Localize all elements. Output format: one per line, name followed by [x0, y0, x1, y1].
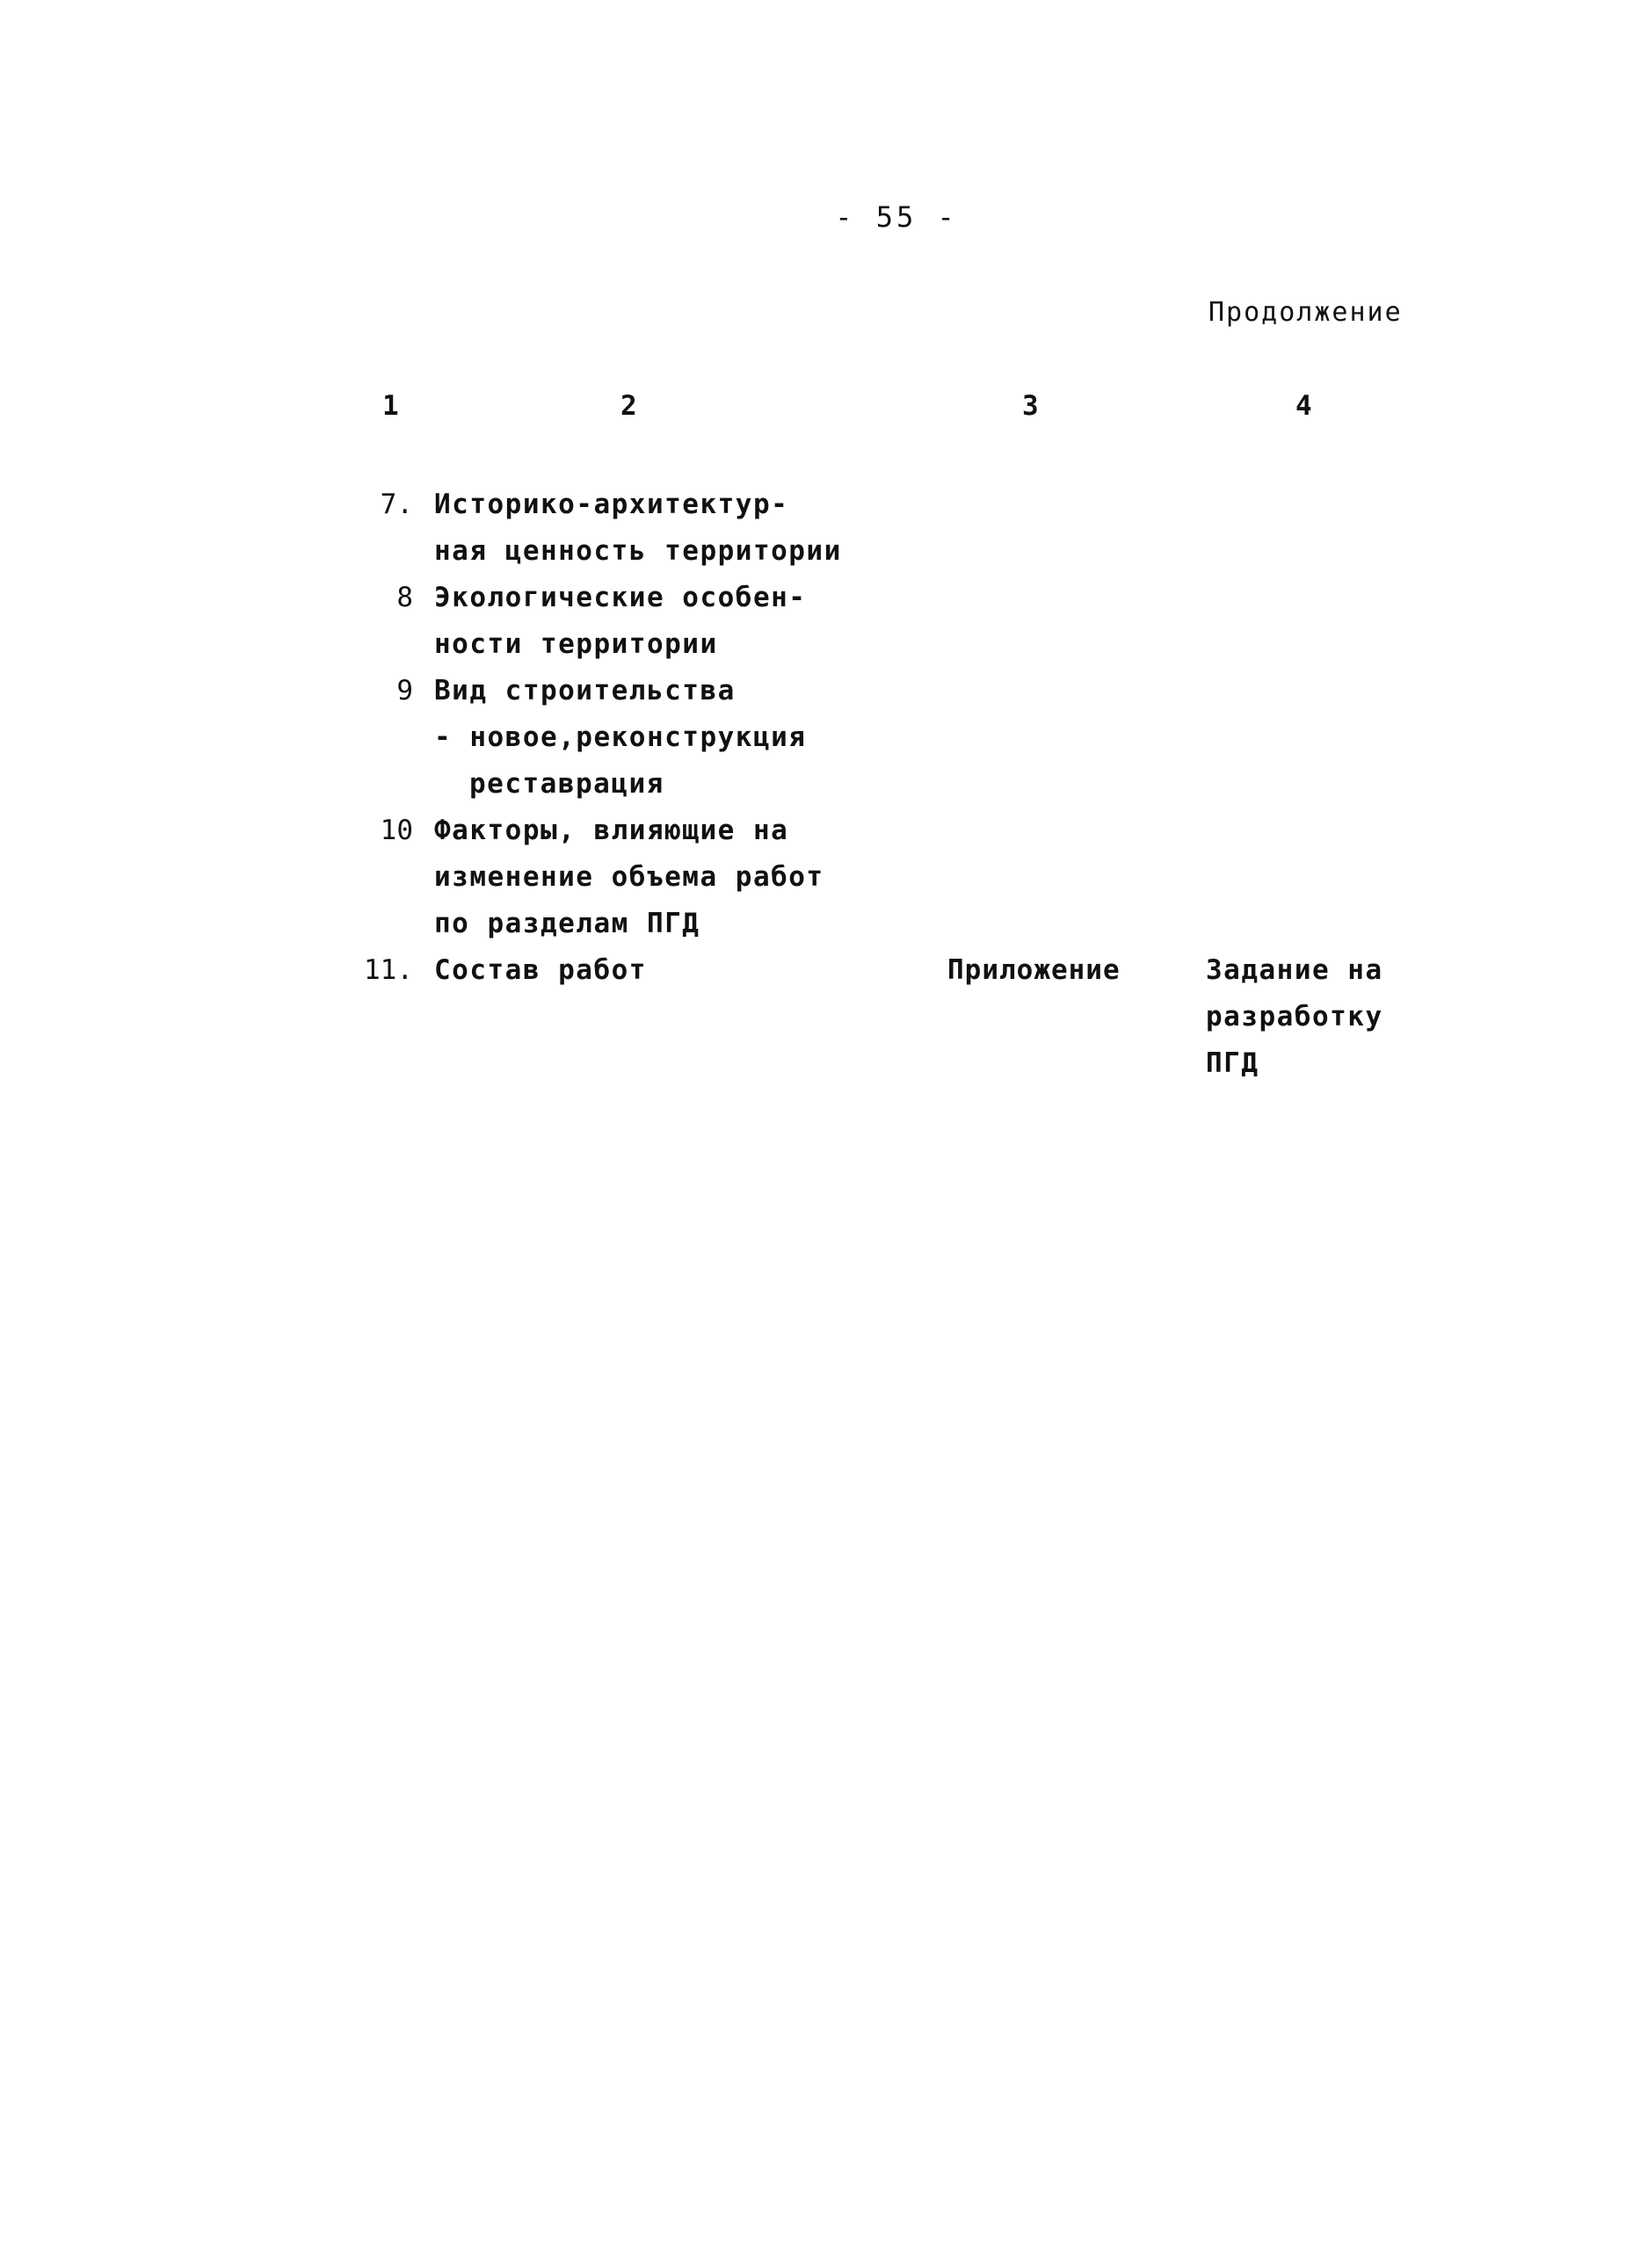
- row-note-line: ПГД: [1206, 1047, 1259, 1079]
- row-note-line: разработку: [1206, 1001, 1383, 1033]
- row-description: [434, 947, 647, 994]
- row-description-line: Экологические особен-: [434, 582, 807, 613]
- row-description-line: реставрация: [469, 768, 664, 800]
- row-number: 8: [396, 582, 413, 613]
- row-description-line: ности территории: [434, 628, 718, 660]
- row-description-line: по разделам ПГД: [434, 908, 700, 939]
- row-description-line: Состав работ: [434, 954, 647, 986]
- row-note: [1206, 947, 1383, 1087]
- column-header-3: 3: [1022, 390, 1039, 422]
- row-number: 9: [396, 675, 413, 706]
- row-description-line: изменение объема работ: [434, 861, 824, 893]
- row-reference: Приложение: [947, 954, 1121, 986]
- row-description-line: - новое,реконструкция: [434, 721, 807, 753]
- row-description-line: Вид строительства: [434, 675, 736, 706]
- page-number: - 55 -: [835, 200, 958, 234]
- row-description-line: Историко-архитектур-: [434, 489, 789, 520]
- table-row: [0, 482, 1640, 575]
- row-number: 7.: [380, 489, 413, 520]
- table-row: [0, 575, 1640, 668]
- row-number: 10: [380, 815, 413, 846]
- table-row: [0, 668, 1640, 808]
- row-number: 11.: [364, 954, 413, 986]
- row-description-line: ная ценность территории: [434, 535, 842, 567]
- table-row: [0, 947, 1640, 1087]
- column-header-2: 2: [620, 390, 637, 422]
- continuation-label: Продолжение: [1208, 297, 1403, 328]
- row-description: [434, 482, 842, 575]
- column-header-1: 1: [382, 390, 399, 422]
- row-description: [434, 808, 824, 947]
- row-note-line: Задание на: [1206, 954, 1383, 986]
- row-description: [434, 575, 806, 668]
- row-description-line: Факторы, влияющие на: [434, 815, 789, 846]
- table-row: [0, 808, 1640, 947]
- table-body: [0, 482, 1640, 1087]
- column-header-4: 4: [1295, 390, 1312, 422]
- row-description: [434, 668, 806, 808]
